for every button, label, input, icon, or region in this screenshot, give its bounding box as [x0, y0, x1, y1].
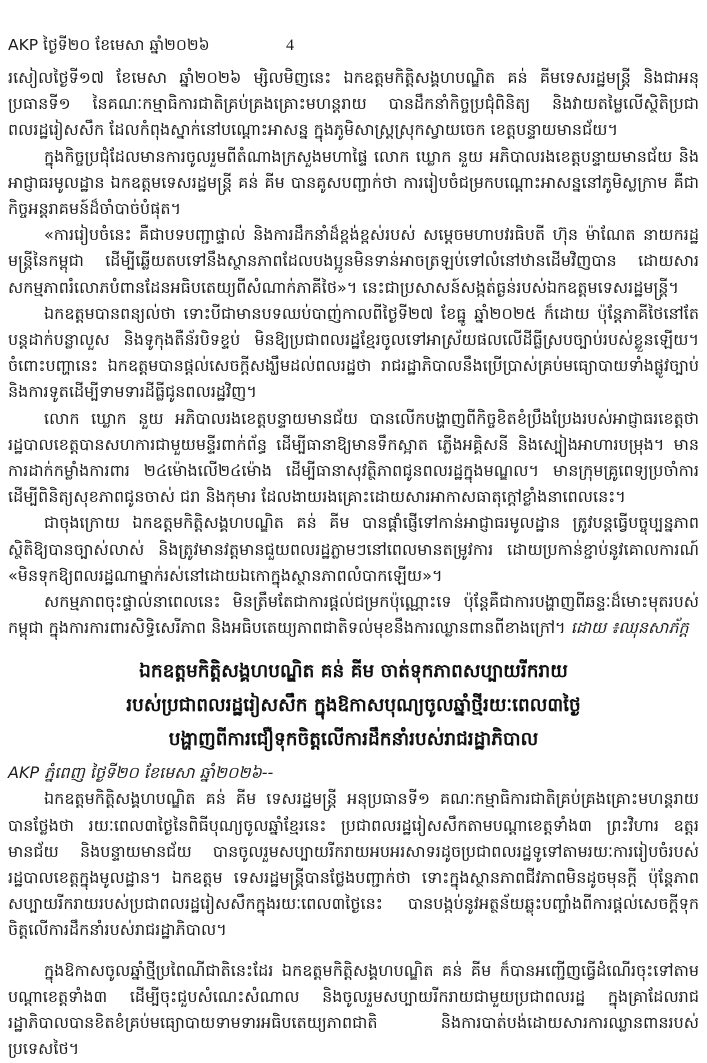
- article-2: [8, 786, 699, 1062]
- article-paragraph: ក្នុងកិច្ចប្រជុំដែលមានការចូលរួមពីតំណាងក្រសួងមហាផ្ទៃ លោក ឃ្លោក នួយ អភិបាលរងខេត្តបន្ទាយមានជ័យ និងអាជ្ញាធរមូលដ្ឋាន ឯកឧត្តមទេសរដ្ឋមន្ត្រី គន់ គីម បានគូសបញ្ជាក់ថា ការរៀបចំជម្រកបណ្ដោះអាសន្ននៅភូមិស្លក្រាម គឺជាកិច្ចអន្តរាគមន៍ដ៏ចាំបាច់បំផុត។: [8, 146, 699, 219]
- edition-date: AKP ថ្ងៃទី២០ ខែមេសា ឆ្នាំ២០២៦: [8, 36, 210, 54]
- article-paragraph-text: សកម្មភាពចុះផ្ទាល់នាពេលនេះ មិនត្រឹមតែជាការផ្តល់ជម្រកប៉ុណ្ណោះទេ ប៉ុន្តែគឺជាការបង្ហាញពីឆន្ទៈដ៏មោះមុតរបស់កម្ពុជា ក្នុងការការពារសិទ្ធិសេរីភាព និងអធិបតេយ្យភាពជាតិទល់មុខនឹងការឈ្លានពានពីខាងក្រៅ។: [8, 592, 699, 638]
- article-1: [8, 65, 699, 641]
- article-paragraph: លោក ឃ្លោក នួយ អភិបាលរងខេត្តបន្ទាយមានជ័យ បានលើកបង្ហាញពីកិច្ចខិតខំប្រឹងប្រែងរបស់អាជ្ញាធរខេត្តថា រដ្ឋបាលខេត្តបានសហការជាមួយមន្ទីរពាក់ព័ន្ធ ដើម្បីធានាឱ្យមានទឹកស្អាត ភ្លើងអគ្គិសនី និងស្បៀងអាហារបម្រុង។ មានការដាក់កម្លាំងការពារ ២៤ម៉ោងលើ២៤ម៉ោង ដើម្បីធានាសុវត្ថិភាពជូនពលរដ្ឋក្នុងមណ្ឌល។ មានក្រុមគ្រូពេទ្យប្រចាំការដើម្បីពិនិត្យសុខភាពជូនចាស់ ជរា និងកុមារ ដែលងាយរងគ្រោះដោយសារអាកាសធាតុក្តៅខ្លាំងនាពេលនេះ។: [8, 408, 699, 507]
- article-paragraph-quote: «ការរៀបចំនេះ គឺជាបទបញ្ជាផ្ទាល់ និងការដឹកនាំដ៏ខ្ពង់ខ្ពស់របស់ សម្ដេចមហាបវរធិបតី ហ៊ុន ម៉ាណែត នាយករដ្ឋមន្ត្រីនៃកម្ពុជា ដើម្បីឆ្លើយតបទៅនឹងស្ថានភាពដែលបងប្អូនមិនទាន់អាចត្រឡប់ទៅលំនៅឋានដើមវិញបាន ដោយសារសកម្មភាពរំលោភបំពានដែនអធិបតេយ្យពីសំណាក់ភាគីថៃ»។ នេះជាប្រសាសន៍សង្កត់ធ្ងន់របស់ឯកឧត្តមទេសរដ្ឋមន្ត្រី។: [8, 225, 699, 297]
- article-paragraph: [8, 589, 699, 641]
- byline: ដោយ ៖ឈុនសាភ័ក្ត: [570, 618, 689, 638]
- page-header: [8, 34, 699, 57]
- headline-line-1: ឯកឧត្តមកិត្តិសង្គហបណ្ឌិត គន់ គីម ចាត់ទុកភាពសប្បាយរីករាយ: [139, 661, 568, 683]
- article-paragraph: ឯកឧត្តមកិត្តិសង្គហបណ្ឌិត គន់ គីម ទេសរដ្ឋមន្ត្រី អនុប្រធានទី១ គណៈកម្មាធិការជាតិគ្រប់គ្រងគ្រោះមហន្តរាយបានថ្លែងថា រយៈពេល៣ថ្ងៃនៃពិធីបុណ្យចូលឆ្នាំខ្មែរនេះ ប្រជាពលរដ្ឋរៀសសឹកតាមបណ្តាខេត្តទាំង៣ ព្រះវិហារ ឧត្តរមានជ័យ និងបន្ទាយមានជ័យ បានចូលរួមសប្បាយរីករាយអបអរសាទរដូចប្រជាពលរដ្ឋទូទៅតាមរយៈការរៀបចំរបស់រដ្ឋបាលខេត្តក្នុងមូលដ្ឋាន។ ឯកឧត្តម ទេសរដ្ឋមន្ត្រីបានថ្លែងបញ្ជាក់ថា ទោះក្នុងស្ថានភាពជីវភាពមិនដូចមុនក្តី ប៉ុន្តែភាពសប្បាយរីករាយរបស់ប្រជាពលរដ្ឋរៀសសឹកក្នុងរយៈពេល៣ថ្ងៃនេះ បានបង្កប់នូវអត្ថន័យឆ្លុះបញ្ចាំងពីការផ្តល់សេចក្តីទុកចិត្តលើការដឹកនាំរបស់រាជរដ្ឋាភិបាល។: [8, 789, 699, 940]
- article-paragraph: ជាចុងក្រោយ ឯកឧត្តមកិត្តិសង្គហបណ្ឌិត គន់ គីម បានផ្តាំផ្ញើទៅកាន់អាជ្ញាធរមូលដ្ឋាន ត្រូវបន្តធ្វើបច្ចុប្បន្នភាពស្ថិតិឱ្យបានច្បាស់លាស់ និងត្រូវមានវត្តមានជួយពលរដ្ឋភ្លាមៗនៅពេលមានតម្រូវការ ដោយប្រកាន់ខ្ជាប់នូវគោលការណ៍ «មិនទុកឱ្យពលរដ្ឋណាម្នាក់រស់នៅដោយឯកោក្នុងស្ថានភាពលំបាកឡើយ»។: [8, 513, 699, 585]
- article-paragraph: ឯកឧត្តមបានពន្យល់ថា ទោះបីជាមានបទឈប់បាញ់កាលពីថ្ងៃទី២៧ ខែធ្នូ ឆ្នាំ២០២៥ ក៏ដោយ ប៉ុន្តែភាគីថៃនៅតែបន្តដាក់បន្លាលួស និងទូកុងតឺន័របិទខ្ទប់ មិនឱ្យប្រជាពលរដ្ឋខ្មែរចូលទៅអាស្រ័យផលលើដីធ្លីស្របច្បាប់របស់ខ្លួនឡើយ។ ចំពោះបញ្ហានេះ ឯកឧត្តមបានផ្តល់សេចក្តីសង្ឃឹមដល់ពលរដ្ឋថា រាជរដ្ឋាភិបាលនឹងប្រើប្រាស់គ្រប់មធ្យោបាយទាំងផ្លូវច្បាប់ និងការទូតដើម្បីទាមទារដីធ្លីជូនពលរដ្ឋវិញ។: [8, 303, 699, 402]
- article-paragraph: ក្នុងឱកាសចូលឆ្នាំថ្មីប្រពៃណីជាតិនេះដែរ ឯកឧត្តមកិត្តិសង្គហបណ្ឌិត គន់ គីម ក៏បានអញ្ជើញធ្វើដំណើរចុះទៅតាមបណ្តាខេត្តទាំង៣ ដើម្បីចុះជួបសំណេះសំណាល និងចូលរួមសប្បាយរីករាយជាមួយប្រជាពលរដ្ឋ ក្នុងគ្រាដែលរាជរដ្ឋាភិបាលបានខិតខំគ្រប់មធ្យោបាយទាមទារអធិបតេយ្យភាពជាតិ និងការបាត់បង់ដោយសារការឈ្លានពានរបស់ប្រទេសថៃ។: [8, 960, 699, 1059]
- page-number: 4: [286, 37, 294, 54]
- headline-line-3: បង្ហាញពីការជឿទុកចិត្តលើការដឹកនាំរបស់រាជរដ្ឋាភិបាល: [168, 729, 539, 751]
- article-paragraph: រសៀលថ្ងៃទី១៧ ខែមេសា ឆ្នាំ២០២៦ ម្សិលមិញនេះ ឯកឧត្តមកិត្តិសង្គហបណ្ឌិត គន់ គីមទេសរដ្ឋមន្ត្រី និងជាអនុប្រធានទី១ នៃគណៈកម្មាធិការជាតិគ្រប់គ្រងគ្រោះមហន្តរាយ បានដឹកនាំកិច្ចប្រជុំពិនិត្យ និងវាយតម្លៃលើស្ថិតិប្រជាពលរដ្ឋរៀសសឹក ដែលកំពុងស្នាក់នៅបណ្ដោះអាសន្ន ក្នុងភូមិសាស្ត្រស្រុកស្វាយចេក ខេត្តបន្ទាយមានជ័យ។: [8, 68, 699, 140]
- headline-line-2: របស់ប្រជាពលរដ្ឋរៀសសឹក ក្នុងឱកាសបុណ្យចូលឆ្នាំថ្មីរយៈពេល៣ថ្ងៃ: [126, 695, 581, 717]
- article-headline: [8, 655, 699, 757]
- dateline: AKP ភ្នំពេញ ថ្ងៃទី២០ ខែមេសា ឆ្នាំ២០២៦--: [8, 763, 274, 783]
